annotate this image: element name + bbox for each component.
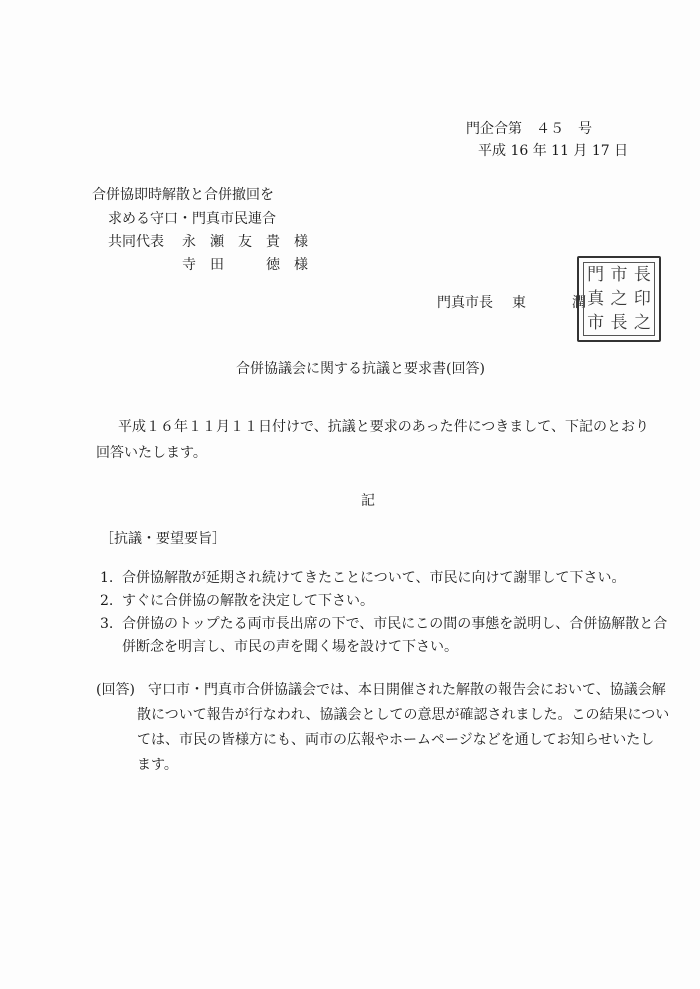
seal-char: 印 bbox=[633, 288, 651, 309]
ki-heading: 記 bbox=[361, 493, 375, 509]
seal-char: 真 bbox=[587, 288, 605, 309]
answer-line: 守口市・門真市合併協議会では、本日開催された解散の報告会において、協議会解 bbox=[148, 682, 666, 698]
doc-number: 門企合第 ４５ 号 bbox=[466, 121, 592, 137]
seal-char: 門 bbox=[587, 264, 605, 285]
rep-label: 共同代表 bbox=[108, 234, 164, 250]
answer-line: 散について報告が行なわれ、協議会としての意思が確認されました。この結果につい bbox=[137, 707, 670, 723]
addressee-line2: 求める守口・門真市民連合 bbox=[108, 211, 276, 227]
rep2-name: 寺 田 徳 bbox=[182, 257, 280, 273]
answer-line: ます。 bbox=[137, 757, 178, 773]
item-text: 合併協解散が延期され続けてきたことについて、市民に向けて謝罪して下さい。 bbox=[122, 570, 626, 586]
seal-char: 市 bbox=[587, 312, 605, 333]
answer-label: (回答) bbox=[96, 682, 135, 698]
sender-name-left: 東 bbox=[512, 295, 526, 311]
item-number: 3. bbox=[100, 616, 114, 632]
sender-name-right: 潤 bbox=[572, 295, 586, 311]
section-label: ［抗議・要望要旨］ bbox=[100, 531, 226, 547]
item-text: 併断念を明言し、市民の声を聞く場を設けて下さい。 bbox=[122, 639, 458, 655]
doc-date: 平成 16 年 11 月 17 日 bbox=[478, 143, 629, 159]
rep1-name: 永 瀬 友 貴 bbox=[182, 234, 280, 250]
seal-char: 長 bbox=[633, 264, 651, 285]
seal-grid bbox=[583, 262, 655, 336]
seal-char: 之 bbox=[633, 312, 651, 333]
list-item-continuation bbox=[122, 634, 458, 660]
item-number: 2. bbox=[100, 593, 114, 609]
rep1-honorific: 様 bbox=[294, 234, 308, 250]
rep2-honorific: 様 bbox=[294, 257, 308, 273]
seal-char: 長 bbox=[610, 312, 628, 333]
seal-char: 市 bbox=[610, 264, 628, 285]
answer-line: ては、市民の皆様方にも、両市の広報やホームページなどを通してお知らせいたし bbox=[137, 732, 655, 748]
item-number: 1. bbox=[100, 570, 114, 586]
seal-char: 之 bbox=[610, 288, 628, 309]
item-text: すぐに合併協の解散を決定して下さい。 bbox=[122, 593, 374, 609]
sender-title: 門真市長 bbox=[437, 295, 493, 311]
official-seal bbox=[577, 256, 661, 342]
intro-line1: 平成１６年１１月１１日付けで、抗議と要求のあった件につきまして、下記のとおり bbox=[118, 419, 650, 435]
document-subject: 合併協議会に関する抗議と要求書(回答) bbox=[236, 361, 485, 377]
intro-line2: 回答いたします。 bbox=[96, 445, 207, 461]
addressee-line1: 合併協即時解散と合併撤回を bbox=[92, 187, 274, 203]
item-text: 合併協のトップたる両市長出席の下で、市民にこの間の事態を説明し、合併協解散と合 bbox=[122, 616, 668, 632]
